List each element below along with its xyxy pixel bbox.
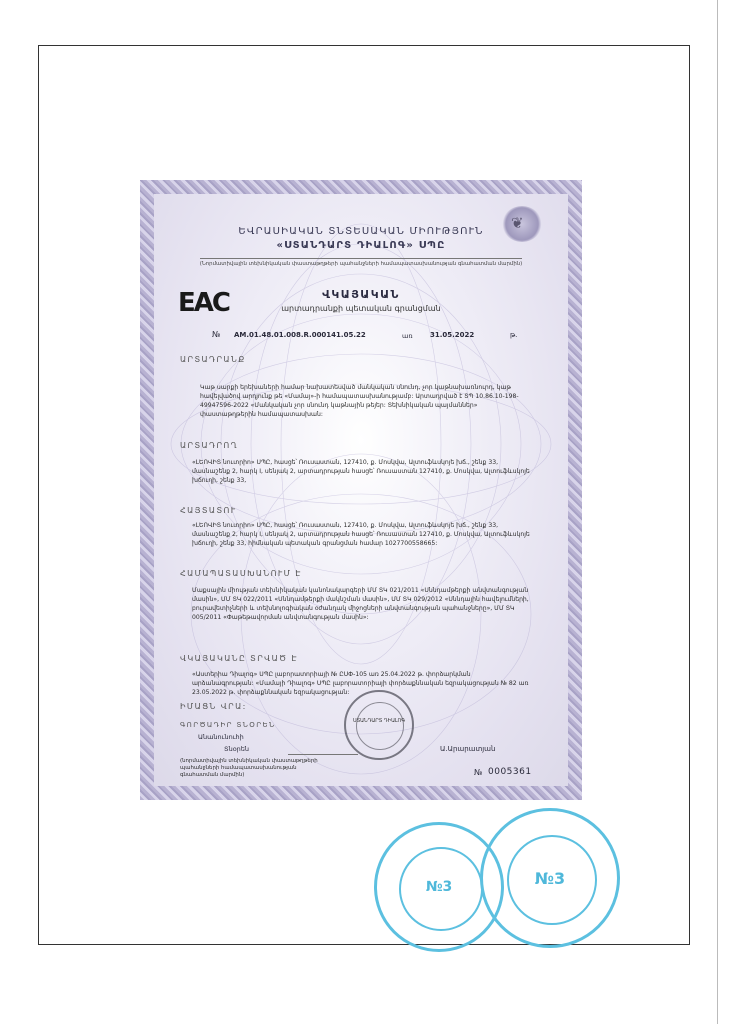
- director-label: ԳՈՐԾԱԴԻՐ ՏՆՕՐԵՆ: [180, 721, 276, 729]
- issued-title: ՎԿԱՅԱԿԱՆԸ ՏՐՎԱԾ Է: [180, 654, 298, 663]
- official-seal: [344, 690, 414, 760]
- certificate: [140, 180, 582, 800]
- accreditation-note: (Նորմատիվային տեխնիկական փաստաթղթերի պահանջների համապատասխանության գնահատման մարմին): [199, 261, 523, 267]
- stamp-left-text: №3: [425, 879, 453, 895]
- notes-label: ԻՄԱՑՆ ՎՐԱ:: [180, 702, 247, 711]
- reg-date-suffix: թ.: [510, 331, 518, 339]
- signature-caption: Տնօրեն: [224, 745, 250, 753]
- eac-logo: EAC: [178, 288, 229, 318]
- signatory-role: Անանունուհի: [198, 733, 244, 741]
- manufacturer-text: «ԼԵՈՎԻՏ նուտրիո» ՍՊԸ, հասցե՝ Ռուսաստան, 127410, ք. Մոսկվա, Ալտուֆևսկոյե խճ., շենք 33, մասնաշենք 2, հարկ I, սենյակ 2, արտադրության հասցե՝ Ռուսաստան 127410, ք. Մոսկվա, Ալտուֆևսկոյե խճուղի, շենք 33,: [192, 459, 530, 484]
- applicant-text: «ԼԵՈՎԻՏ նուտրիո» ՍՊԸ, հասցե՝ Ռուսաստան, 127410, ք. Մոսկվա, Ալտուֆևսկոյե խճ., շենք 33, մասնաշենք 2, հարկ I, սենյակ 2, արտադրության հասցե՝ Ռուսաստան 127410, ք. Մոսկվա, Ալտուֆևսկոյե խճուղի, շենք 33, հիմնական պետական գրանցման համար 1027700558665:: [192, 522, 530, 547]
- signatory-name: Ա.Արարատյան: [440, 745, 496, 753]
- issued-text: «Աստերիա Դիալոգ» ՍՊԸ լաբորատորիայի № ԸՍՓ-105 առ 25.04.2022 թ. փորձարկման արձանագրության: «Մամայի Դիալոգ» ՍՊԸ լաբորատորիայի փորձաքննական եզրակացության № 82 առ 23.05.2022 թ. փորձաքննական եզրակացության:: [192, 671, 529, 696]
- reg-number: AM.01.48.01.008.R.000141.05.22: [234, 331, 366, 339]
- conformity-title: ՀԱՄԱՊԱՏԱՍԽԱՆՈՒՄ Է: [180, 569, 302, 578]
- applicant-title: ՀԱՅՏԱՏՈՒ: [180, 506, 237, 515]
- doc-subtitle: արտադրանքի պետական գրանցման: [281, 304, 441, 313]
- org-line-1: ԵՎՐԱՍԻԱԿԱՆ ՏՆՏԵՍԱԿԱՆ ՄԻՈՒԹՅՈՒՆ: [238, 226, 484, 237]
- bottom-note: (նորմատիվային տեխնիկական փաստաթղթերի պահանջների համապատասխանության գնահատման մարմին): [180, 758, 318, 778]
- blue-stamp-right: [480, 808, 620, 948]
- serial-number: 0005361: [488, 767, 532, 777]
- hologram-emblem: ❦: [502, 206, 542, 242]
- stamp-right-text: №3: [534, 869, 566, 888]
- signature-line: [288, 754, 358, 755]
- scan-edge-line: [717, 0, 718, 1024]
- reg-number-label: №: [212, 330, 221, 339]
- reg-date-label: առ: [402, 332, 413, 340]
- seal-text: ՍՏԱՆԴԱՐՏ ԴԻԱԼՈԳ: [353, 718, 405, 724]
- conformity-text: Մաքսային միության տեխնիկական կանոնակարգերի ՄՄ ՏԿ 021/2011 «Սննդամթերքի անվտանգության մասին», ՄՄ ՏԿ 022/2011 «Սննդամթերքի մակնշման մասին», ՄՄ ՏԿ 029/2012 «Սննդային հավելումների, բուրավետիչների և տեխնոլոգիական օժանդակ միջոցների անվտանգության պահանջները», ՄՄ ՏԿ 005/2011 «Փաթեթավորման անվտանգության մասին»:: [192, 587, 529, 621]
- header-rule: [200, 258, 522, 259]
- product-title: ԱՐՏԱԴՐԱՆՔ: [180, 355, 246, 364]
- org-line-2: «ՍՏԱՆԴԱՐՏ ԴԻԱԼՈԳ» ՍՊԸ: [276, 240, 446, 251]
- reg-date: 31.05.2022: [430, 331, 475, 339]
- doc-title: ՎԿԱՅԱԿԱՆ: [322, 288, 400, 301]
- product-text: Կաթ սարքի երեխաների համար նախատեսված մանկական սնունդ, չոր կաթնախառնուրդ, կաթ հավելվածով արդյունք թե «Մամայ»-ի համապատասխանությամբ: Արտադրված է ՏՊ 10.86.10-198-49947596-2022 «Մանկական չոր սնունդ կաթնային թեյեր: Տեխնիկական պայմաններ» փաստաթղթերին համապատասխան:: [200, 384, 519, 418]
- serial-label: №: [474, 768, 483, 777]
- manufacturer-title: ԱՐՏԱԴՐՈՂ: [180, 441, 239, 450]
